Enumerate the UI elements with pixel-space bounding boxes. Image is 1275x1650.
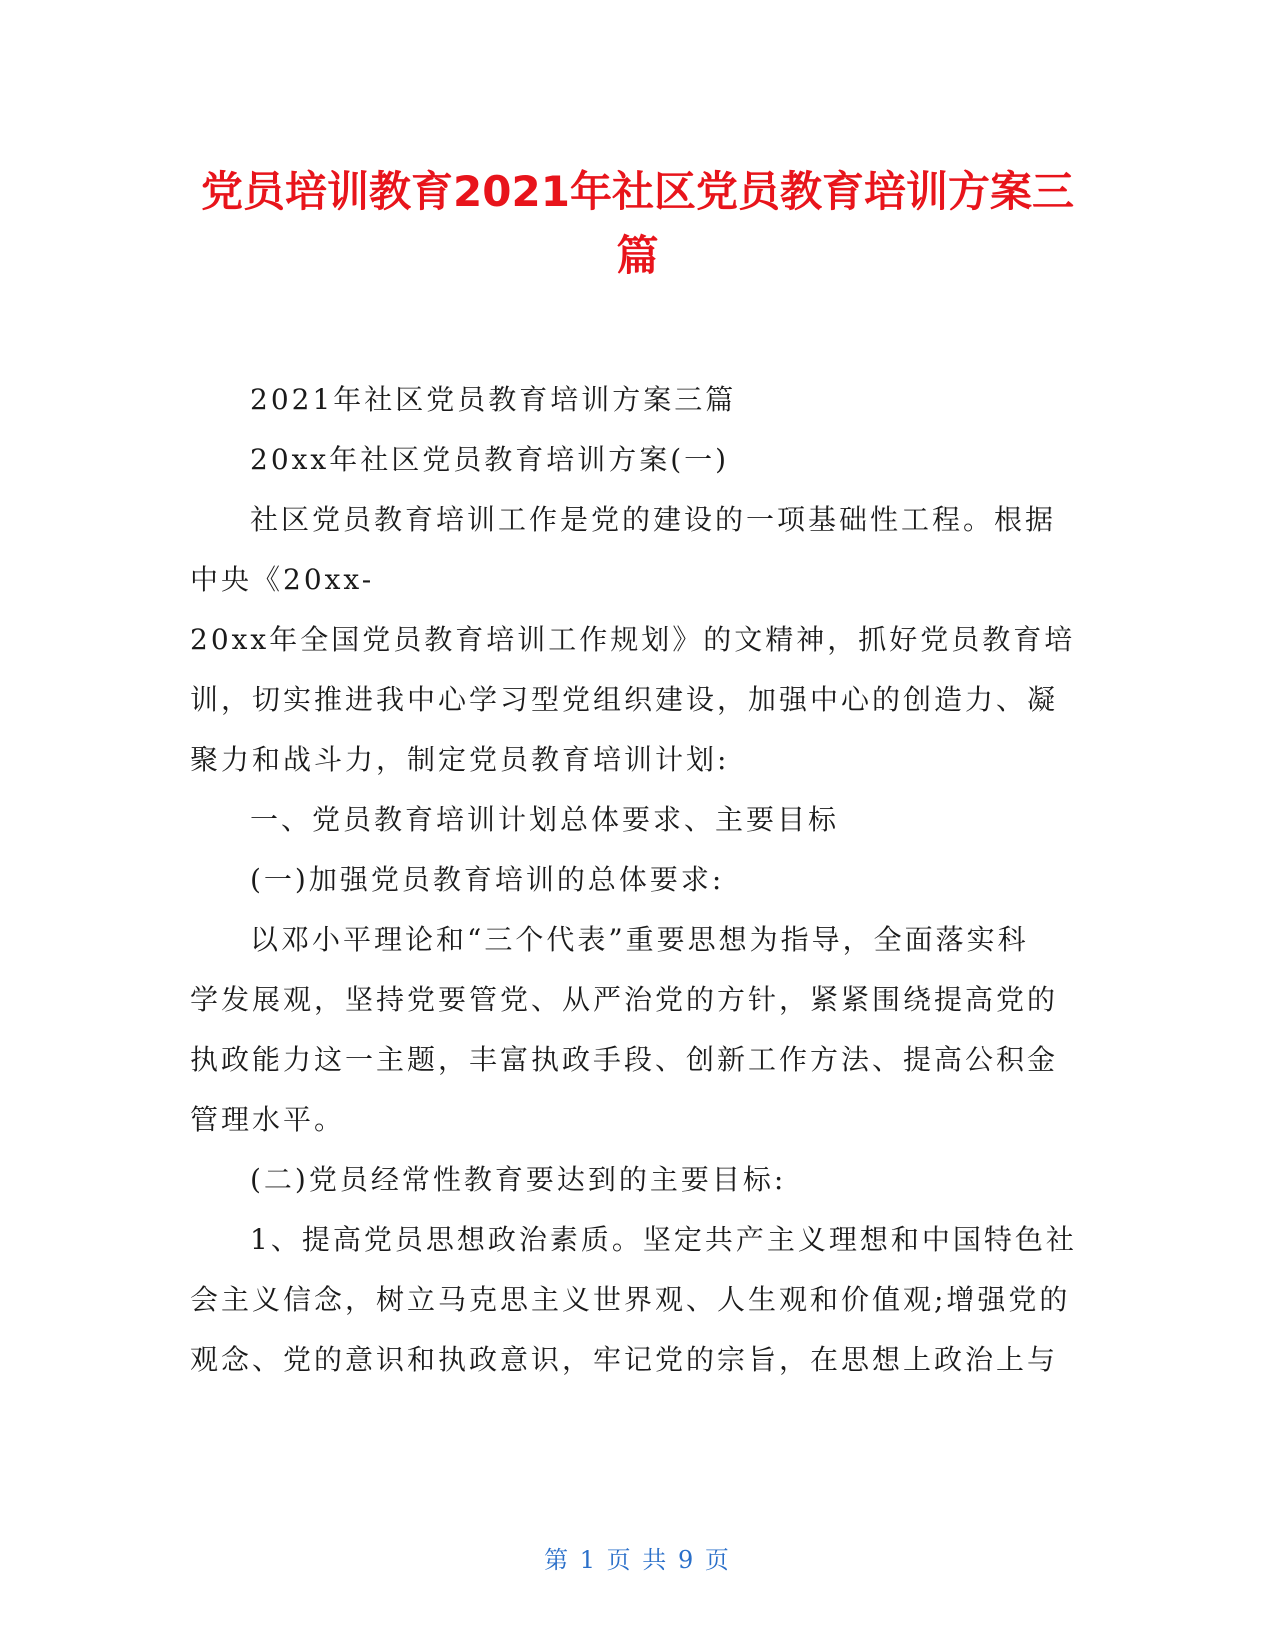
body-line: 管理水平。	[190, 1103, 346, 1136]
body-line: 1、提高党员思想政治素质。坚定共产主义理想和中国特色社	[250, 1223, 1077, 1256]
body-line: 以邓小平理论和“三个代表”重要思想为指导，全面落实科	[250, 923, 1029, 956]
body-line: 执政能力这一主题，丰富执政手段、创新工作方法、提高公积金	[190, 1043, 1059, 1076]
body-line: (二)党员经常性教育要达到的主要目标:	[250, 1163, 787, 1196]
page-footer	[0, 1540, 1275, 1575]
document-body	[190, 370, 1077, 1390]
document-title	[160, 160, 1115, 288]
body-line: 社区党员教育培训工作是党的建设的一项基础性工程。根据	[250, 503, 1057, 536]
body-line: 训，切实推进我中心学习型党组织建设，加强中心的创造力、凝	[190, 683, 1059, 716]
body-line: 20xx年社区党员教育培训方案(一)	[250, 443, 730, 476]
footer-suffix: 页	[704, 1546, 731, 1574]
body-line: 2021年社区党员教育培训方案三篇	[250, 383, 737, 416]
title-line-2: 篇	[616, 231, 659, 280]
body-line: 一、党员教育培训计划总体要求、主要目标	[250, 803, 840, 836]
body-line: 聚力和战斗力，制定党员教育培训计划:	[190, 743, 730, 776]
footer-total-pages: 9	[677, 1546, 696, 1574]
footer-prefix: 第	[544, 1546, 571, 1574]
body-line: 观念、党的意识和执政意识，牢记党的宗旨，在思想上政治上与	[190, 1343, 1059, 1376]
body-line: 20xx年全国党员教育培训工作规划》的文精神，抓好党员教育培	[190, 623, 1076, 656]
body-line: 会主义信念，树立马克思主义世界观、人生观和价值观;增强党的	[190, 1283, 1071, 1316]
footer-page-number: 1	[579, 1546, 598, 1574]
footer-middle: 页 共	[606, 1546, 669, 1574]
body-line: 学发展观，坚持党要管党、从严治党的方针，紧紧围绕提高党的	[190, 983, 1059, 1016]
title-line-1: 党员培训教育2021年社区党员教育培训方案三	[201, 167, 1074, 216]
body-line: 中央《20xx-	[190, 563, 375, 596]
body-line: (一)加强党员教育培训的总体要求:	[250, 863, 725, 896]
